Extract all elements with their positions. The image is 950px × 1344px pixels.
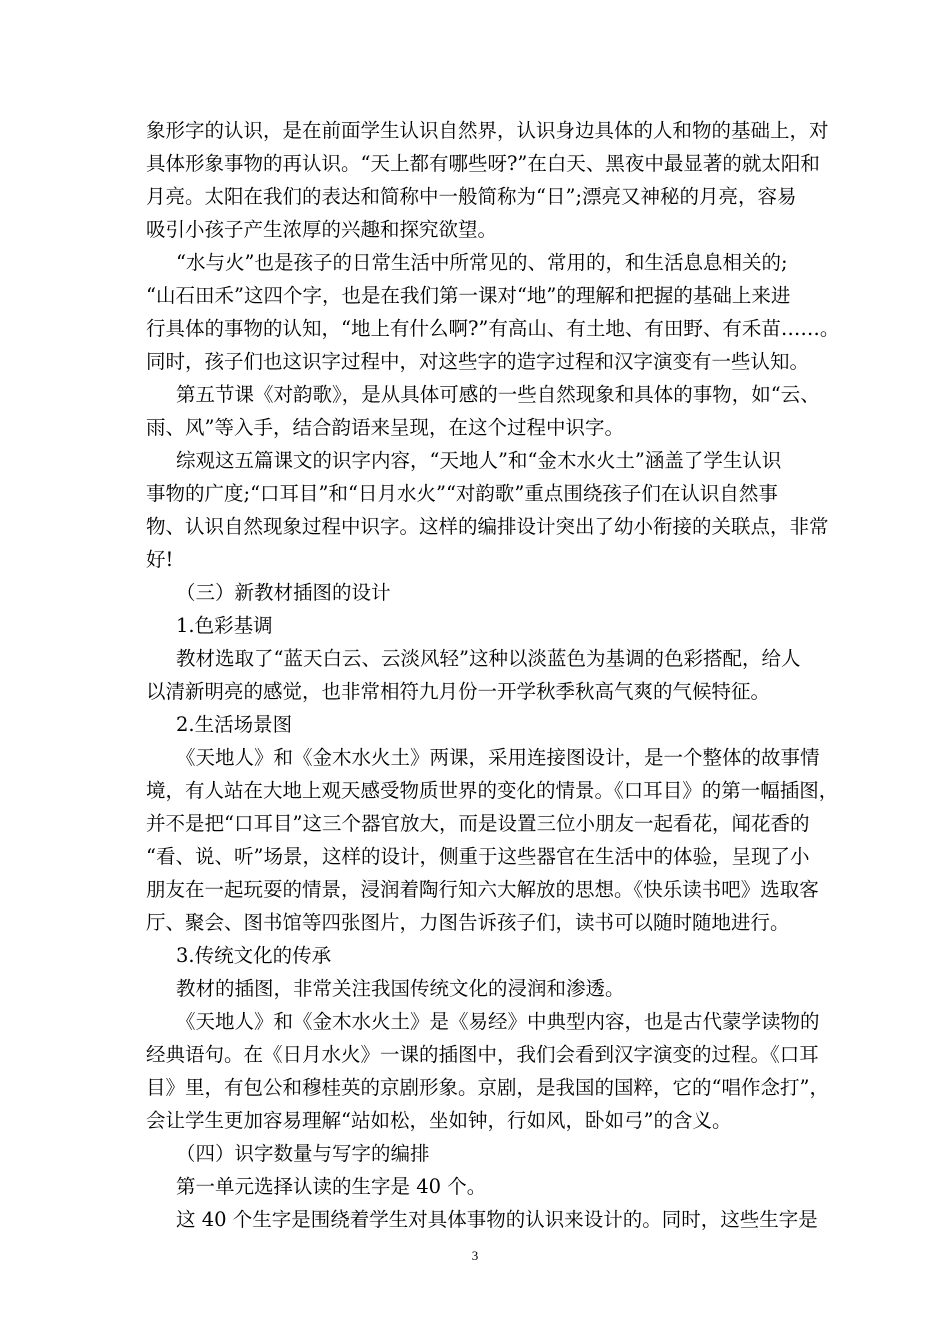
text-line: “水与火”也是孩子的日常生活中所常见的、常用的，和生活息息相关的; [176,251,788,274]
text-line: 第一单元选择认读的生字是 40 个。 [176,1175,487,1198]
text-line: 会让学生更加容易理解“站如松，坐如钟，行如风，卧如弓”的含义。 [146,1109,732,1132]
text-line: 目》里，有包公和穆桂英的京剧形象。京剧，是我国的国粹，它的“唱作念打”， [146,1076,829,1099]
text-line: “山石田禾”这四个字，也是在我们第一课对“地”的理解和把握的基础上来进 [146,284,791,307]
text-line: 教材选取了“蓝天白云、云淡风轻”这种以淡蓝色为基调的色彩搭配，给人 [176,647,801,670]
text-line: “看、说、听”场景，这样的设计，侧重于这些器官在生活中的体验，呈现了小 [146,845,810,868]
text-line: 以清新明亮的感觉，也非常相符九月份一开学秋季秋高气爽的气候特征。 [146,680,771,703]
section-heading: （四）识字数量与写字的编排 [176,1142,430,1165]
text-line: 朋友在一起玩耍的情景，浸润着陶行知六大解放的思想。《快乐读书吧》选取客 [146,878,819,901]
text-line: 月亮。太阳在我们的表达和简称中一般简称为“日”;漂亮又神秘的月亮，容易 [146,185,797,208]
text-line: 《天地人》和《金木水火土》是《易经》中典型内容，也是古代蒙学读物的 [176,1010,820,1033]
text-line: 厅、聚会、图书馆等四张图片，力图告诉孩子们，读书可以随时随地进行。 [146,911,790,934]
text-line: 事物的广度;“口耳目”和“日月水火”“对韵歌”重点围绕孩子们在认识自然事 [146,482,778,505]
text-line: 象形字的认识，是在前面学生认识自然界，认识身边具体的人和物的基础上，对 [146,119,829,142]
text-line: 好! [146,548,174,571]
text-line: 具体形象事物的再认识。“天上都有哪些呀?”在白天、黑夜中最显著的就太阳和 [146,152,820,175]
text-line: 这 40 个生字是围绕着学生对具体事物的认识来设计的。同时，这些生字是 [176,1208,818,1231]
text-line: 行具体的事物的认知，“地上有什么啊?”有高山、有土地、有田野、有禾苗……。 [146,317,840,340]
text-line: 雨、风”等入手，结合韵语来呈现，在这个过程中识字。 [146,416,624,439]
page-number: 3 [471,1248,479,1263]
text-line: 同时，孩子们也这识字过程中，对这些字的造字过程和汉字演变有一些认知。 [146,350,810,373]
text-line: 物、认识自然现象过程中识字。这样的编排设计突出了幼小衔接的关联点，非常 [146,515,829,538]
text-line: 第五节课《对韵歌》，是从具体可感的一些自然现象和具体的事物，如“云、 [176,383,820,406]
subsection-heading: 3.传统文化的传承 [176,944,332,967]
text-line: 教材的插图，非常关注我国传统文化的浸润和渗透。 [176,977,625,1000]
subsection-heading: 2.生活场景图 [176,713,293,736]
text-line: 经典语句。在《日月水火》一课的插图中，我们会看到汉字演变的过程。《口耳 [146,1043,819,1066]
section-heading: （三）新教材插图的设计 [176,581,391,604]
text-line: 吸引小孩子产生浓厚的兴趣和探究欲望。 [146,218,498,241]
subsection-heading: 1.色彩基调 [176,614,273,637]
text-line: 境，有人站在大地上观天感受物质世界的变化的情景。《口耳目》的第一幅插图， [146,779,839,802]
text-line: 综观这五篇课文的识字内容，“天地人”和“金木水火土”涵盖了学生认识 [176,449,782,472]
text-line: 并不是把“口耳目”这三个器官放大，而是设置三位小朋友一起看花，闻花香的 [146,812,810,835]
text-line: 《天地人》和《金木水火土》两课，采用连接图设计，是一个整体的故事情 [176,746,820,769]
